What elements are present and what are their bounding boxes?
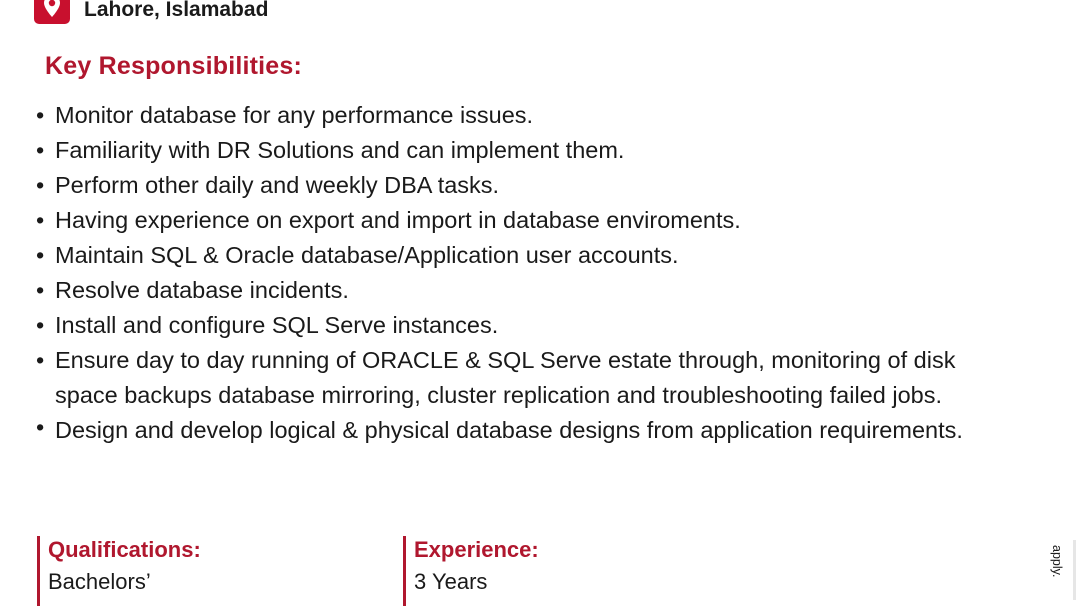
experience-block [403,536,539,606]
list-item [34,98,994,133]
key-responsibilities-heading: Key Responsibilities: [45,52,303,80]
experience-heading: Experience: [414,537,539,562]
list-item [34,413,994,444]
bullet: • [36,347,45,373]
list-item [34,308,994,343]
list-item-text: Resolve database incidents. [55,277,349,303]
bullet: • [36,102,45,128]
list-item-text: Maintain SQL & Oracle database/Application user accounts. [55,242,679,268]
map-pin-icon [34,0,70,24]
list-item [34,133,994,168]
list-item-text: Perform other daily and weekly DBA tasks. [55,172,500,198]
list-item [34,343,994,413]
list-item-text: Ensure day to day running of ORACLE & SQL Serve estate through, monitoring of disk space backups database mirroring, cluster replication and troubleshooting failed jobs. [55,347,956,408]
qualifications-value: Bachelors’ [48,569,151,594]
bullet: • [36,207,45,233]
location-row [34,0,268,24]
list-item-text: Having experience on export and import in database enviroments. [55,207,741,233]
bullet: • [36,172,45,198]
responsibilities-list [34,98,994,444]
qualifications-heading: Qualifications: [48,537,201,562]
bullet: • [36,277,45,303]
bullet: • [36,137,45,163]
side-note-text: apply. [1050,545,1064,578]
side-note [1048,545,1066,600]
list-item [34,168,994,203]
list-item-text: Familiarity with DR Solutions and can implement them. [55,137,625,163]
list-item [34,238,994,273]
list-item [34,203,994,238]
bullet: • [36,414,45,440]
location-text: Lahore, Islamabad [84,0,269,21]
list-item-text: Monitor database for any performance issues. [55,102,534,128]
list-item-text: Design and develop logical & physical database designs from application requirements. [55,417,963,443]
list-item-text: Install and configure SQL Serve instances. [55,312,499,338]
list-item [34,273,994,308]
bullet: • [36,242,45,268]
bullet: • [36,312,45,338]
experience-value: 3 Years [414,569,488,594]
qualifications-block [37,536,201,606]
